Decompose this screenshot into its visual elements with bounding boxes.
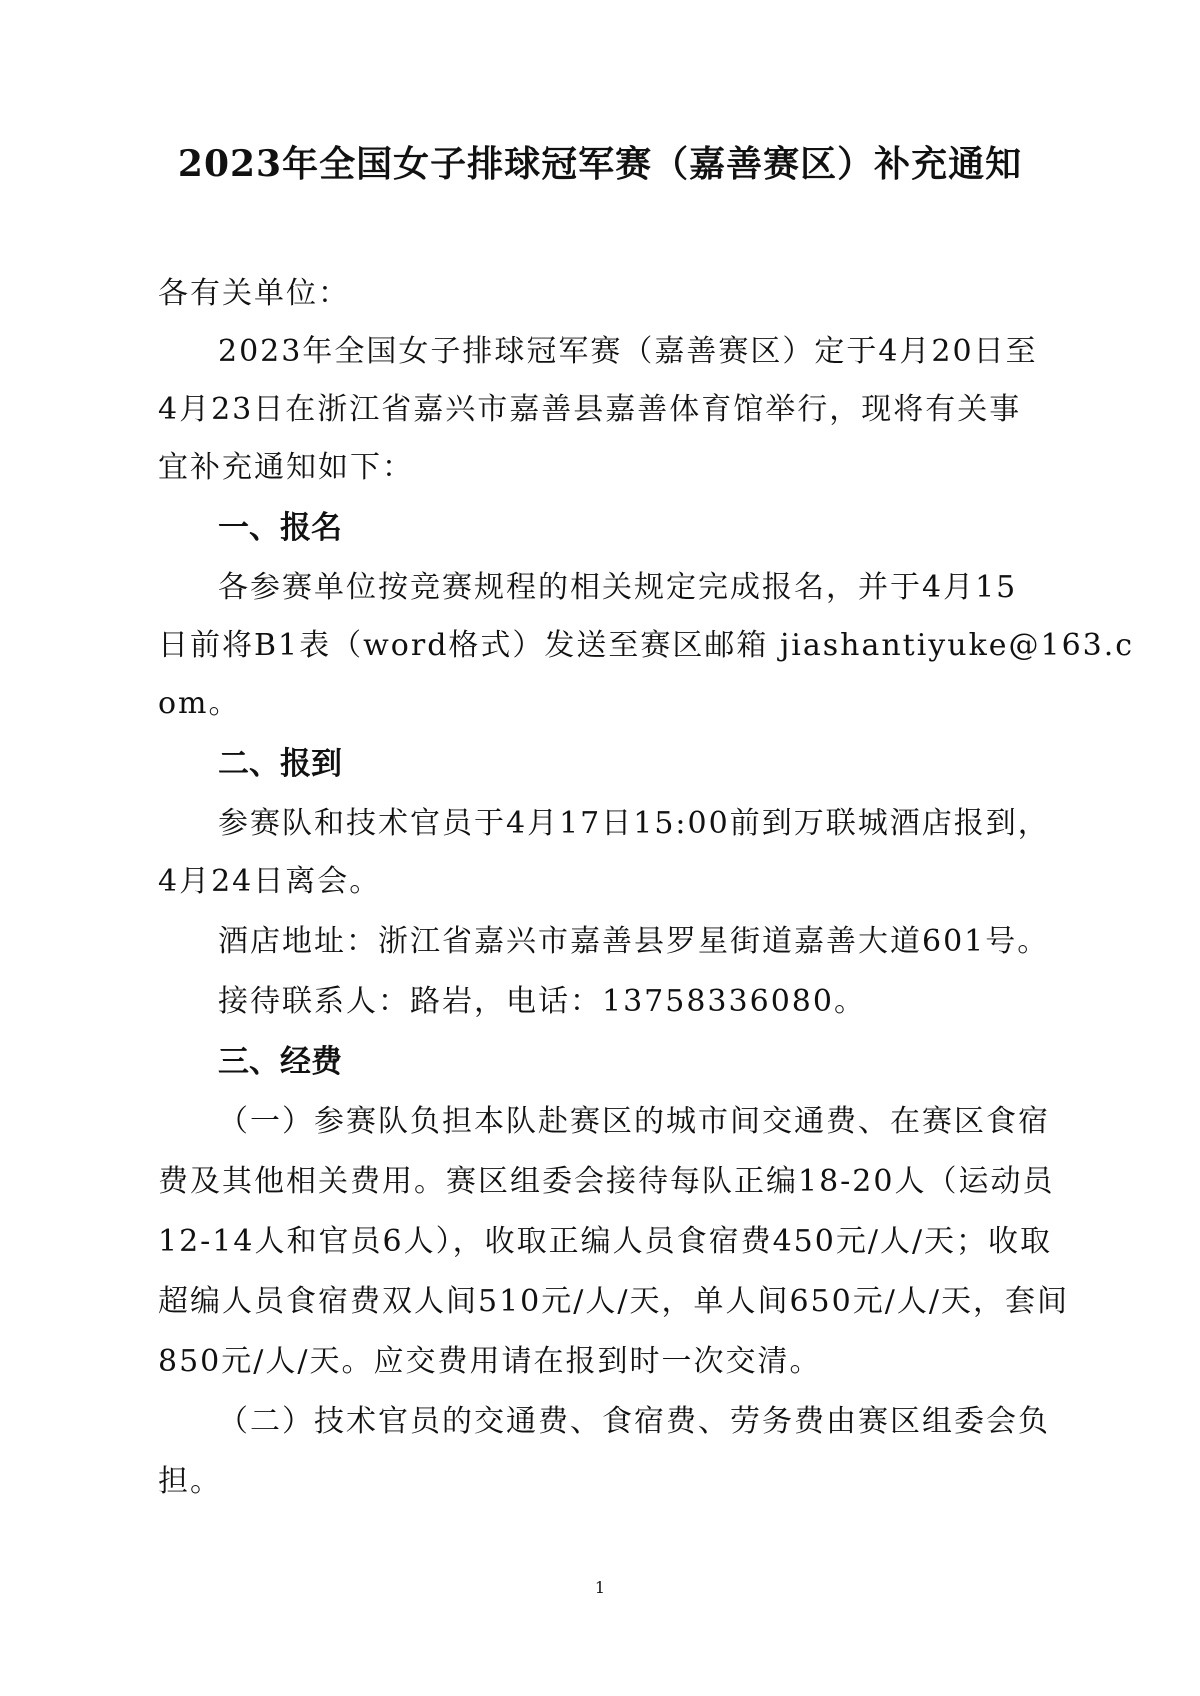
expenses-item2-line-1: （二）技术官员的交通费、食宿费、劳务费由赛区组委会负: [218, 1404, 1050, 1439]
intro-line-2: 4月23日在浙江省嘉兴市嘉善县嘉善体育馆举行，现将有关事: [158, 392, 1022, 427]
checkin-line-1: 参赛队和技术官员于4月17日15:00前到万联城酒店报到，: [218, 806, 1050, 841]
expenses-item1-line-3: 12-14人和官员6人），收取正编人员食宿费450元/人/天；收取: [158, 1224, 1053, 1259]
hotel-address: 酒店地址：浙江省嘉兴市嘉善县罗星街道嘉善大道601号。: [218, 924, 1050, 959]
expenses-item1-line-5: 850元/人/天。应交费用请在报到时一次交清。: [158, 1344, 822, 1379]
document-title: 2023年全国女子排球冠军赛（嘉善赛区）补充通知: [177, 143, 1023, 185]
checkin-line-2: 4月24日离会。: [158, 864, 382, 899]
expenses-item2-line-2: 担。: [158, 1464, 222, 1499]
registration-line-2: 日前将B1表（word格式）发送至赛区邮箱 jiashantiyuke@163.c: [158, 628, 1135, 663]
salutation: 各有关单位：: [158, 276, 350, 311]
expenses-item1-line-2: 费及其他相关费用。赛区组委会接待每队正编18-20人（运动员: [158, 1164, 1055, 1199]
section-heading-expenses: 三、经费: [218, 1044, 342, 1080]
section-heading-checkin: 二、报到: [218, 746, 342, 782]
registration-line-1: 各参赛单位按竞赛规程的相关规定完成报名，并于4月15: [218, 570, 1018, 605]
section-heading-registration: 一、报名: [218, 510, 342, 546]
expenses-item1-line-1: （一）参赛队负担本队赴赛区的城市间交通费、在赛区食宿: [218, 1104, 1050, 1139]
expenses-item1-line-4: 超编人员食宿费双人间510元/人/天，单人间650元/人/天，套间: [158, 1284, 1069, 1319]
intro-line-3: 宜补充通知如下：: [158, 450, 414, 485]
intro-line-1: 2023年全国女子排球冠军赛（嘉善赛区）定于4月20日至: [218, 334, 1038, 369]
page-number: 1: [594, 1578, 606, 1597]
registration-line-3: om。: [158, 686, 241, 721]
reception-contact: 接待联系人：路岩，电话：13758336080。: [218, 984, 866, 1019]
